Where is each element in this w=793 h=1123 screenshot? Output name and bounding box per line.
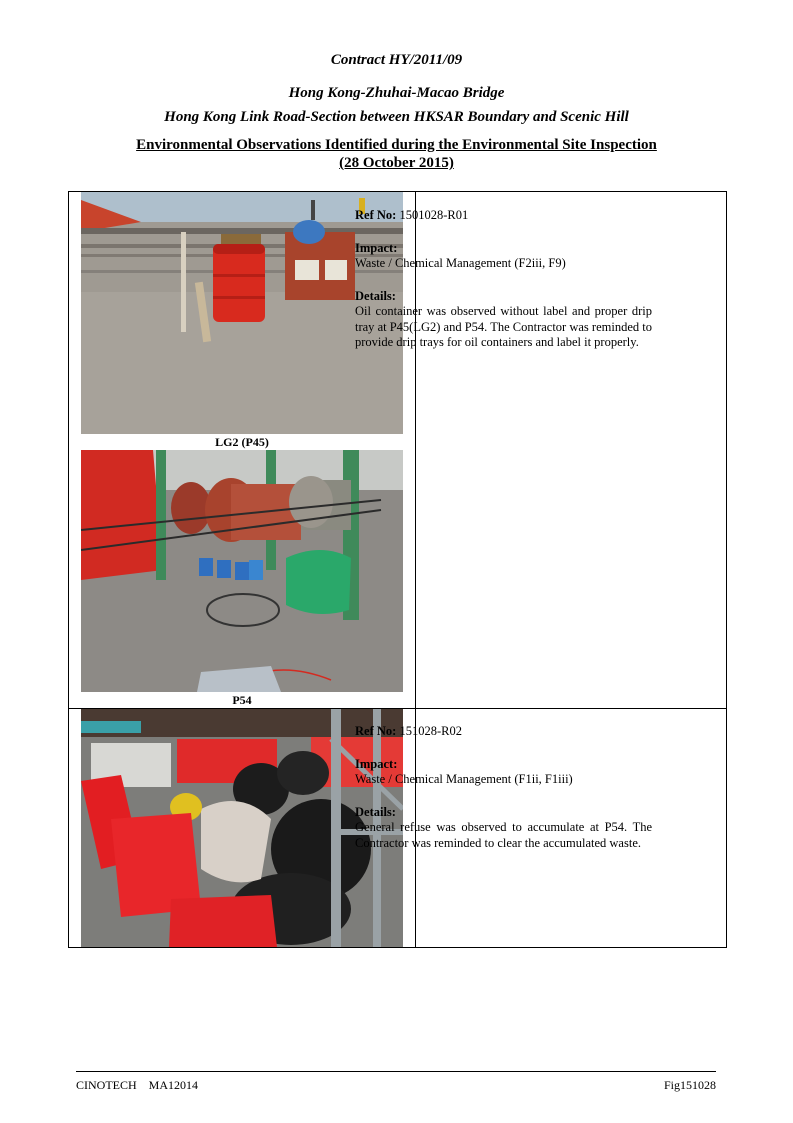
- site-photo-p54: [81, 450, 403, 692]
- details-label: Details:: [355, 288, 396, 303]
- page-heading: Environmental Observations Identified during the Environmental Site Inspection: [136, 137, 657, 153]
- photo-caption-lg2: LG2 (P45): [215, 435, 269, 449]
- impact-label: Impact:: [355, 756, 398, 771]
- observation-2-details: [355, 724, 652, 868]
- ref-number: 1501028-R01: [399, 208, 469, 222]
- footer-divider: [76, 1071, 716, 1072]
- contract-number: Contract HY/2011/09: [330, 52, 463, 68]
- details-text: General refuse was observed to accumulate at P54. The Contractor was reminded to clear the accumulated waste.: [355, 820, 652, 850]
- project-name: Hong Kong-Zhuhai-Macao Bridge: [288, 85, 505, 101]
- photo-caption-p54: P54: [232, 693, 252, 707]
- details-text: Oil container was observed without label and proper drip tray at P45(LG2) and P54. The Contractor was reminded to provide drip trays for oil containers and label it properly.: [355, 304, 652, 349]
- footer-figure-number: Fig151028: [663, 1078, 716, 1092]
- observation-1-details: [355, 208, 652, 368]
- ref-label: Ref No:: [355, 724, 397, 738]
- ref-number: 151028-R02: [399, 724, 462, 738]
- impact-text: Waste / Chemical Management (F1ii, F1iii): [355, 772, 573, 786]
- ref-label: Ref No:: [355, 208, 397, 222]
- impact-text: Waste / Chemical Management (F2iii, F9): [355, 256, 566, 270]
- details-label: Details:: [355, 804, 396, 819]
- inspection-date: (28 October 2015): [339, 155, 454, 171]
- impact-label: Impact:: [355, 240, 398, 255]
- footer-company: CINOTECH MA12014: [76, 1078, 198, 1092]
- section-name: Hong Kong Link Road-Section between HKSAR Boundary and Scenic Hill: [164, 109, 629, 125]
